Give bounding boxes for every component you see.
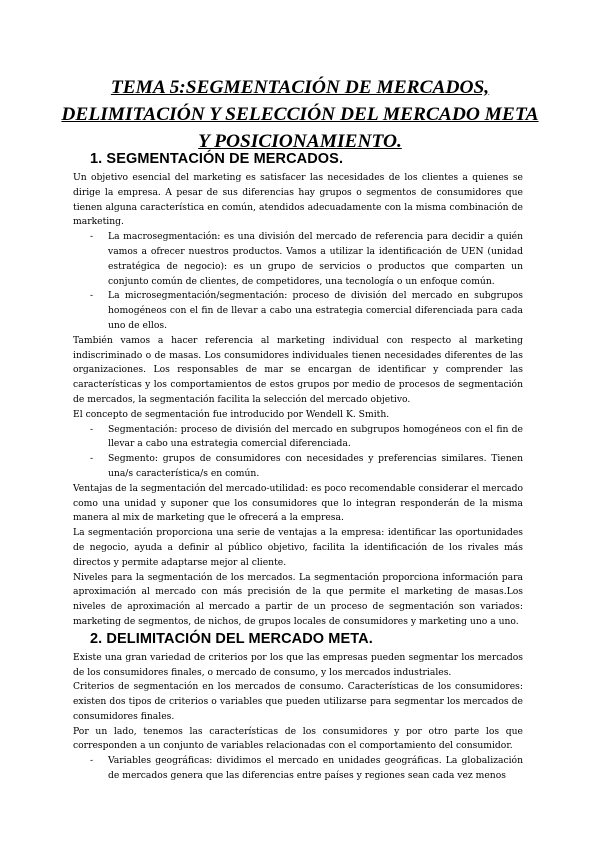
section-2-heading: 2. DELIMITACIÓN DEL MERCADO META. — [90, 630, 373, 647]
list-item-text: La macrosegmentación: es una división del mercado de referencia para decidir a quién vamos a ofrecer nuestros productos. Vamos a utilizar la identificación de UEN (unidad estratégica de negocio): es un grupo de servicios o productos que comparten un conjunto común de clientes, de competidores, una tecnología o un enfoque común. — [108, 231, 523, 287]
list-item — [90, 423, 523, 453]
section-1-heading: 1. SEGMENTACIÓN DE MERCADOS. — [90, 151, 344, 167]
bullet-list-variables — [73, 754, 523, 784]
list-item — [90, 289, 523, 333]
paragraph-benefits: La segmentación proporciona una serie de ventajas a la empresa: identificar las oportunidades de negocio, ayuda a definir al público objetivo, facilita la identificación de los rivales más directos y permite adaptarse mejor al cliente. — [73, 527, 523, 568]
bullet-list-segmentation-types — [73, 230, 523, 334]
bullet-dash: - — [90, 423, 94, 435]
paragraph-levels: Niveles para la segmentación de los mercados. La segmentación proporciona información para aproximación al mercado con más precisión de la que permite el marketing de masas.Los niveles de aproximación al mercado a partir de un proceso de segmentación son variados: marketing de segmentos, de nichos, de grupos locales de consumidores y marketing uno a uno. — [73, 571, 523, 627]
bullet-dash: - — [90, 290, 94, 302]
paragraph-advantages: Ventajas de la segmentación del mercado-utilidad: es poco recomendable considerar el mercado como una unidad y suponer que los consumidores que lo integran responderán de la misma manera al mix de marketing que le ofrecerá a la empresa. — [73, 482, 523, 524]
list-item — [90, 754, 523, 784]
bullet-dash: - — [90, 231, 94, 243]
list-item — [90, 452, 523, 482]
paragraph-criteria: Existe una gran variedad de criterios por los que las empresas pueden segmentar los mercados de los consumidores finales, o mercado de consumo, y los mercados industriales. — [73, 651, 523, 678]
list-item-text: Segmentación: proceso de división del mercado en subgrupos homogéneos con el fin de llevar a cabo una estrategia comercial diferenciada. — [108, 423, 523, 450]
paragraph-characteristics: Por un lado, tenemos las características de los consumidores y por otro parte los que corresponden a un conjunto de variables relacionadas con el comportamiento del consumidor. — [73, 725, 523, 752]
document-body — [73, 150, 523, 784]
list-item-text: Segmento: grupos de consumidores con necesidades y preferencias similares. Tienen una/s característica/s en común. — [108, 453, 523, 479]
paragraph-consumer-criteria: Criterios de segmentación en los mercados de consumo. Características de los consumidores: existen dos tipos de criterios o variables que pueden utilizarse para segmentar los mercados de consumidores finales. — [73, 681, 523, 722]
paragraph-individual-marketing: También vamos a hacer referencia al marketing individual con respecto al marketing indiscriminado o de masas. Los consumidores individuales tienen necesidades diferentes de las organizaciones. Los responsables de mar se encargan de identificar y comprender las características y los comportamientos de estos grupos por medio de procesos de segmentación de mercados, la segmentación facilita la selección del mercado objetivo. — [73, 334, 523, 405]
bullet-dash: - — [90, 755, 94, 767]
list-item — [90, 230, 523, 289]
bullet-list-definitions — [73, 423, 523, 482]
list-item-text: Variables geográficas: dividimos el mercado en unidades geográficas. La globalización de mercados genera que las diferencias entre países y regiones sean cada vez menos — [108, 755, 523, 782]
document-title: TEMA 5:SEGMENTACIÓN DE MERCADOS, DELIMITACIÓN Y SELECCIÓN DEL MERCADO META Y POSICIONAMIENTO. — [61, 77, 539, 152]
bullet-dash: - — [90, 453, 94, 465]
list-item-text: La microsegmentación/segmentación: proceso de división del mercado en subgrupos homogéneos con el fin de llevar a cabo una estrategia comercial diferenciada para cada uno de ellos. — [108, 290, 523, 331]
paragraph-intro: Un objetivo esencial del marketing es satisfacer las necesidades de los clientes a quienes se dirige la empresa. A pesar de sus diferencias hay grupos o segmentos de consumidores que tienen alguna característica en común, atendidos adecuadamente con la misma combinación de marketing. — [73, 172, 523, 228]
paragraph-concept: El concepto de segmentación fue introducido por Wendell K. Smith. — [73, 408, 390, 420]
